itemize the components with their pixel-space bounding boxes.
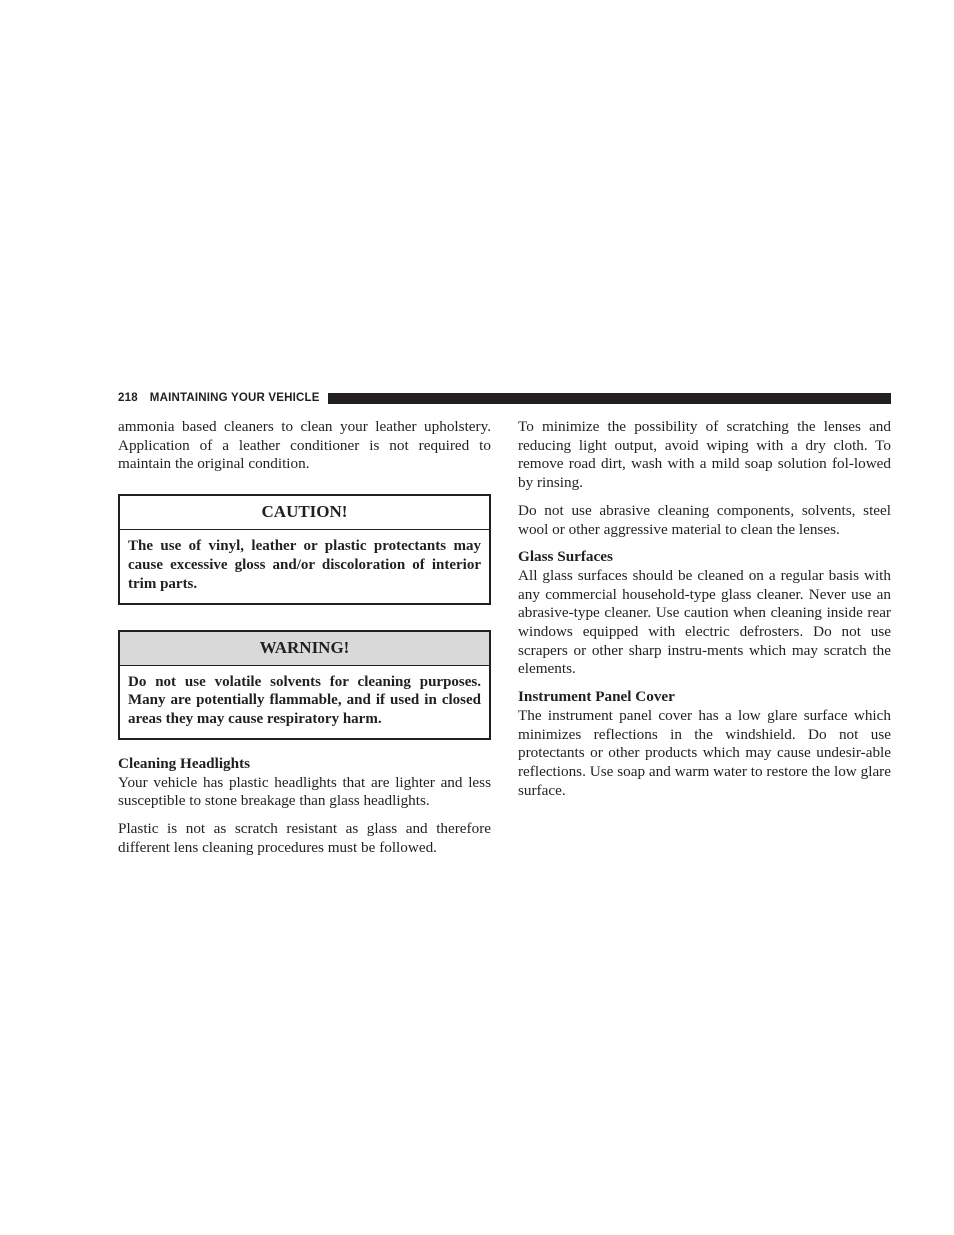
instrument-panel-paragraph: The instrument panel cover has a low glare surface which minimizes reflections in the windshield. Do not use protectants or other products which may cause undesir-able reflections. Use soap and warm water to restore the low glare surface. (518, 706, 891, 799)
caution-body: The use of vinyl, leather or plastic protectants may cause excessive gloss and/or discoloration of interior trim parts. (128, 538, 481, 592)
headlights-paragraph-1: Your vehicle has plastic headlights that are lighter and less susceptible to stone breakage than glass headlights. (118, 773, 491, 810)
warning-title: WARNING! (120, 632, 489, 666)
cleaning-headlights-heading: Cleaning Headlights (118, 754, 251, 772)
headlights-paragraph-2: Plastic is not as scratch resistant as glass and therefore different lens cleaning procedures must be followed. (118, 820, 491, 856)
section-title: MAINTAINING YOUR VEHICLE (149, 392, 320, 404)
right-column (518, 418, 891, 809)
glass-surfaces-heading: Glass Surfaces (518, 548, 613, 566)
instrument-panel-heading: Instrument Panel Cover (518, 688, 675, 706)
warning-body: Do not use volatile solvents for cleaning purposes. Many are potentially flammable, and if used in closed areas they may cause respiratory harm. (128, 673, 481, 728)
lens-paragraph-1: To minimize the possibility of scratching the lenses and reducing light output, avoid wiping with a dry cloth. To remove road dirt, wash with a mild soap solution fol-lowed by rinsing. (518, 418, 891, 492)
page-header (118, 391, 891, 405)
lens-paragraph-2: Do not use abrasive cleaning components, solvents, steel wool or other aggressive material to clean the lenses. (518, 501, 891, 538)
glass-surfaces-paragraph: All glass surfaces should be cleaned on a regular basis with any commercial household-type glass cleaner. Never use an abrasive-type cleaner. Use caution when cleaning inside rear windows equipped with electric defrosters. Do not use scrapers or other sharp instru-ments which may scratch the elements. (518, 566, 891, 678)
page-number: 218 (118, 392, 138, 404)
caution-title: CAUTION! (120, 496, 489, 530)
header-rule (328, 393, 891, 404)
intro-paragraph: ammonia based cleaners to clean your leather upholstery. Application of a leather conditioner is not required to maintain the original condition. (118, 418, 491, 473)
warning-box (118, 630, 491, 740)
caution-box (118, 494, 491, 604)
left-column (118, 418, 491, 866)
